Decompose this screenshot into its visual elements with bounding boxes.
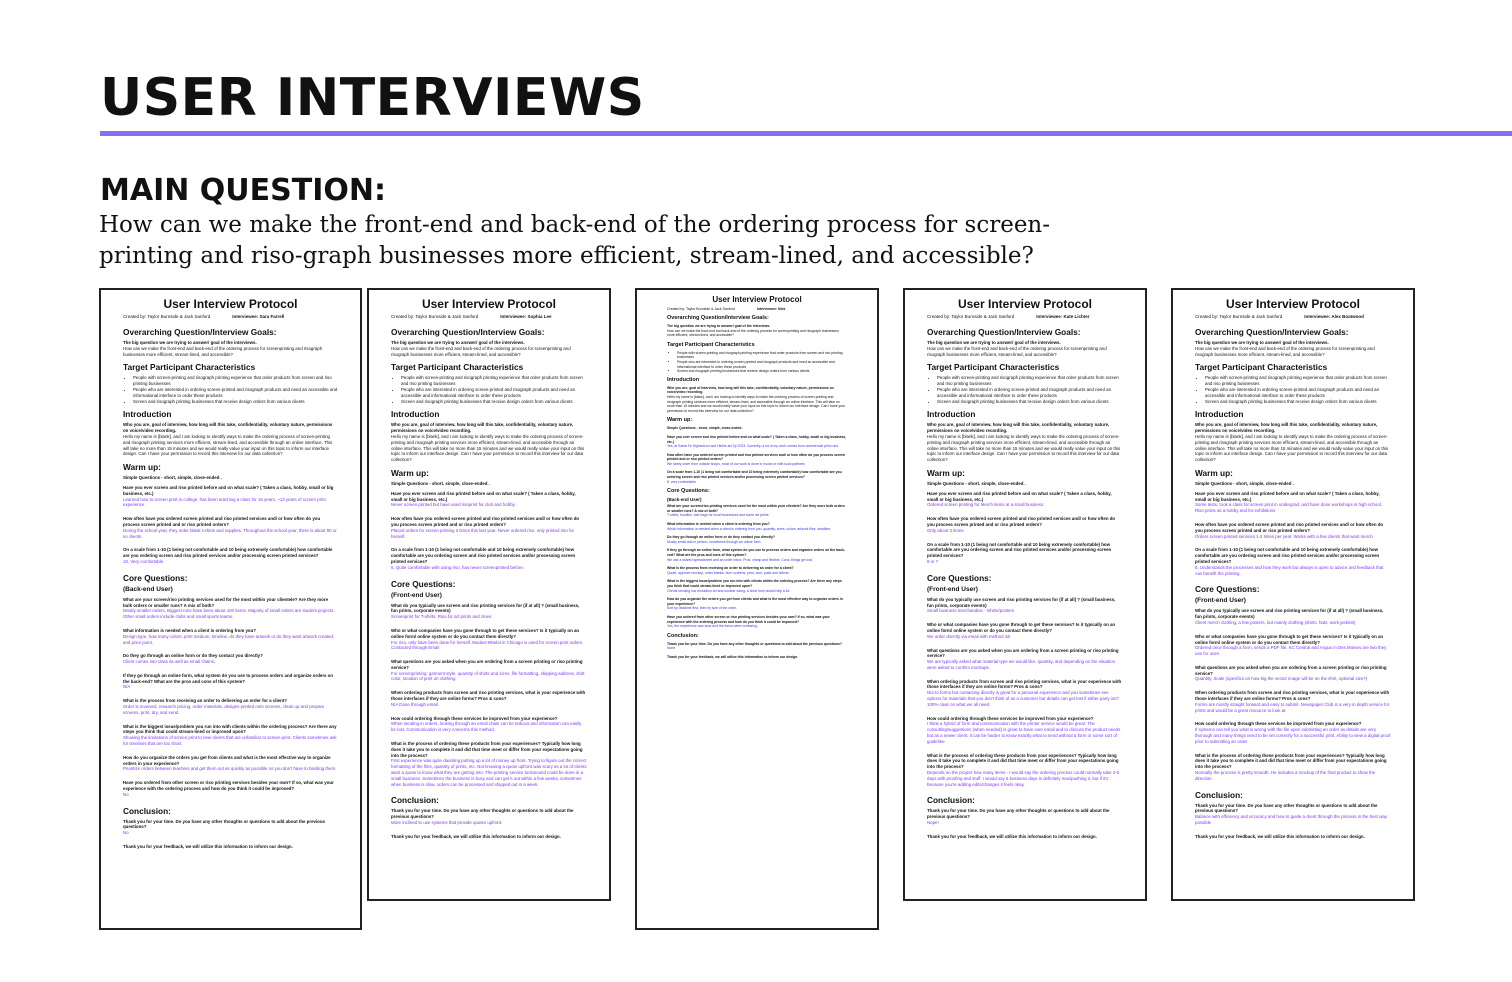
question: How do you organize the orders you get from clients and what is the most effective way to organize orders in your experience? — [667, 597, 843, 606]
answer: N/A — [123, 684, 131, 690]
question: How could ordering through these services be improved from your experience? — [927, 715, 1094, 721]
doc-title: User Interview Protocol — [421, 297, 557, 311]
question: Who or what companies have you gone through to get these services? Is it typically on an online form/ online system or do you contact them directly? — [927, 622, 1116, 633]
answer: Mostly smaller orders, Biggest runs have been about 100 items. Majority of small orders are student projects. Other small orders include clubs and small sports teams. — [123, 608, 335, 620]
answer: Ordered once through a form, sends a PDF file. KC Central and Angus in Des Moines are two they use for ones — [1195, 645, 1387, 657]
doc-meta — [1195, 314, 1391, 320]
question: What do you typically use screen and riso printing services for (if at all) ? (small business, fun prints, corporate events) — [391, 602, 580, 614]
conclusion-question: Thank you for your time. Do you have any other thoughts or questions to add about the previous questions? — [123, 818, 325, 830]
goals-text: How can we make the front-end and back-end of the ordering process for screenprinting and risograph businesses more efficient, stream-lined, and accessible? — [123, 345, 323, 357]
answer: No — [123, 791, 129, 797]
doc-meta — [667, 307, 847, 312]
doc-title: User Interview Protocol — [957, 297, 1093, 311]
question: What is the biggest issue/problem you run into with clients within the ordering process? Are there any steps you think that could stream-lined or improved upon? — [667, 579, 842, 588]
question: Have you ever screen and riso printed before and on what scale? ( Taken a class, hobby, small or big business, etc.) — [927, 490, 1112, 502]
answer: 8 or 7 — [927, 558, 939, 564]
question: On a scale from 1-10 (1 being not comfortable and 10 being extremely comfortable) how comfortable are you ordering screen and riso printed services and/or processing screen printed services? — [391, 547, 576, 564]
tpc-list — [123, 375, 338, 404]
intro-question: Who you are, goal of interview, how long will this take, confidentiality, voluntary nature, permissions on voice/video recording. — [667, 385, 834, 395]
warmup-subtitle: Simple Questions - short, simple, close-ended . — [667, 426, 744, 431]
answer: Showing the limitations of screen print to new clients that are unfamiliar to screen print. Clients sometimes ask for timelines that are too short. — [123, 735, 337, 747]
goals-heading: Overarching Question/Interview Goals: — [391, 327, 545, 337]
warmup-subtitle: Simple Questions - short, simple, close-ended . — [123, 475, 222, 481]
intro-question: Who you are, goal of interview, how long will this take, confidentiality, voluntary nature, permissions on voice/video recording. — [1195, 422, 1378, 434]
doc-title: User Interview Protocol — [712, 295, 802, 304]
conclusion-question: Thank you for your time. Do you have any other thoughts or questions to add about the previous questions? — [391, 808, 574, 820]
tpc-item: • Screen and risograph printing businesses that receive design orders from various clients — [1205, 399, 1391, 405]
intro-heading: Introduction — [1195, 409, 1244, 420]
tpc-list — [391, 375, 587, 404]
answer: We use a shared spreadsheet and an order inbox. Pros: cheap and flexible. Cons: things get lost. — [667, 557, 814, 562]
goals-text: How can we make the front-end and back-end of the ordering process for screenprinting and risograph businesses more efficient, stream-lined, and accessible? — [1195, 345, 1375, 357]
answer: Placed orders for screen printing 3 times this last year. Never ordered riso, only printed riso for herself. — [391, 527, 575, 539]
tpc-item: • People with screen-printing and risograph printing experience that order products from screen and riso printing businesses — [133, 375, 338, 387]
question: How could ordering through these services be improved from your experience? — [1195, 721, 1362, 727]
answer: Design type, how many colors, print medium, timeline, do they have artwork or do they want artwork created, and price point. — [123, 633, 335, 645]
doc-meta — [391, 314, 587, 320]
answer: Balance with efficiency and accuracy and how to guide a client through the process in the best way possible — [1195, 814, 1388, 826]
tpc-list — [1195, 375, 1391, 404]
goals-question: The big question we are trying to answer/ goal of the interviews. — [927, 340, 1061, 345]
question: What is the process of ordering these products from your experiences? Typically how long does it take you to complete it and did that time meet or differ from your expectations going into the process? — [391, 741, 583, 758]
core-heading: Core Questions: — [1195, 584, 1260, 595]
intro-text: Hello my name is [blank], and I am looking to identify ways to make the ordering process of screen-printing and risograph printing services more efficient, stream-lined, and accessible through an online interface. This will take no more than 15 minutes and we would really value your input on this topic to inform our interface design. Can I have your permission to record this interview for our data collection? — [1195, 433, 1389, 463]
conclusion-heading: Conclusion: — [927, 795, 975, 806]
conclusion-heading: Conclusion: — [123, 805, 171, 816]
closing-text: Thank you for your feedback, we will utilize this information to inform our design. — [1195, 833, 1365, 839]
question: What questions are you asked when you are ordering from a screen printing or riso printing service? — [1195, 664, 1387, 676]
answer: Ordered screen printing for Merch items at a small business. — [927, 502, 1045, 508]
tpc-heading: Target Participant Characteristics — [667, 341, 755, 348]
doc-authors: Created by: Taylor Burnside & Jack Sanford — [123, 314, 211, 319]
answer: For screenprinting: garment style, quantity of shirts and sizes, file formatting, shipping address, shirt color, location of print on clothing. — [391, 670, 585, 682]
answer: Screenprint for T-shirts. Riso for art prints and zines. — [391, 614, 493, 620]
question: On a scale from 1-10 (1 being not comfortable and 10 being extremely comfortable) how comfortable are you ordering screen and riso printed services and/or processing screen printed services? — [667, 470, 842, 480]
answer: No — [123, 830, 129, 836]
answer: N/A Done through email. — [391, 701, 439, 707]
tpc-heading: Target Participant Characteristics — [391, 362, 524, 373]
question: What questions are you asked when you are ordering from a screen printing or riso printing service? — [391, 659, 583, 670]
answer: More inclined to use systems that provide quotes upfront. — [391, 820, 503, 826]
question: Do they go through an online form or do they contact you directly? — [667, 535, 775, 540]
protocol-doc-3 — [635, 288, 879, 930]
answer: Never screen printed but have used risoprint for club and hobby. — [391, 502, 516, 508]
doc-authors: Created by: Taylor Burnside & Jack Sanford — [927, 314, 1015, 319]
answer: N/a to forms but contacting directly is great for a personal experience and you sometimes see options for materials that you don't think of as a customer but details can get lost if either party isn't 100% clear on what we all need. — [927, 690, 1119, 707]
tpc-item: • People with screen-printing and risograph printing experience that order products from screen and riso printing businesses — [1205, 375, 1391, 387]
tpc-heading: Target Participant Characteristics — [1195, 362, 1328, 373]
doc-meta — [123, 314, 338, 320]
tpc-item: • People who are interested in ordering screen-printed and risograph products and need an accessible and informational interface to order these products — [937, 387, 1123, 399]
intro-text: Hello my name is [blank], and I am looking to identify ways to make the ordering process of screen-printing and risograph printing services more efficient, stream-lined, and accessible through an online interface. This will take no more than 15 minutes and we would really value your input on this topic to inform our interface design. Can I have your permission to record this interview for our data collection? — [391, 433, 585, 463]
answer: Only about 3 times — [927, 527, 964, 533]
answer: Sort by deadline first, then by size of the order. — [667, 606, 737, 611]
tpc-list — [667, 351, 847, 374]
answer: Client merch clothing, a few posters, but mainly clothing (shirts, hats, work jackets) — [1195, 619, 1356, 625]
answer: T-shirts, hoodies, tote bags for local businesses and some art prints. — [667, 513, 770, 518]
doc-title: User Interview Protocol — [1225, 297, 1361, 311]
warmup-subtitle: Simple Questions - short, simple, close-ended . — [1195, 480, 1294, 486]
answer: Prioritize orders between teachers and get them out as quickly as possible so you don't have to backlog them. — [123, 766, 337, 772]
warmup-heading: Warm up: — [391, 467, 429, 478]
question: On a scale from 1-10 (1 being not comfortable and 10 being extremely comfortable) how comfortable are you ordering screen and riso printed services and/or processing screen printed services? — [1195, 547, 1380, 564]
answer: Depends on the project how many items - I would say the ordering process could normally take 2-5 days with proofing and stuff. I would say 5 business days is definitely max/pushing it, but if it's because you're adding edits/changes it feels okay. — [927, 770, 1120, 787]
intro-heading: Introduction — [667, 376, 700, 383]
answer: First experience was quite daunting putting up a lot of money up front. Trying to figure out the correct formatting of the files, quantity of prints, etc. Not knowing a quote upfront was scary as a lot of clients want a quote to know what they are getting into. The printing service turnaround could be done in a small business. Sometimes the business is busy and can get it out within a few weeks, sometimes when business is slow, orders can be processed and shipped out in a week. — [391, 758, 587, 787]
question: If they go through an online form, what system do you use to process orders and organize orders on the back-end? What are the pros and cons of this system? — [667, 548, 846, 557]
conclusion-question: Thank you for your time. Do you have any other thoughts or questions to add about the previous questions? — [1195, 802, 1378, 814]
main-question-text: How can we make the front-end and back-end of the ordering process for screen-printing and riso-graph businesses more efficient, stream-lined, and accessible? — [99, 212, 1051, 269]
question: Have you ordered from other screen or riso printing services besides your own? If so, what was your experience with the ordering process and how do you think it could be improved? — [667, 614, 830, 624]
answer: Order is received, research pricing, order materials, designs printed onto screens, clean up and prepare screens, print, dry, and send. — [123, 704, 325, 715]
doc-meta — [927, 314, 1123, 320]
doc-authors: Created by: Taylor Burnside & Jack Sanford — [667, 307, 735, 311]
tpc-item: • People with screen-printing and risograph printing experience that order products from screen and riso printing businesses — [401, 375, 587, 387]
answer: Which information is needed when a client is ordering from you: quantity, sizes, colors, artwork files, deadline. — [667, 526, 832, 531]
answer: Client comes into class as well as email chains. — [123, 659, 216, 665]
user-type-label: (Front-end User) — [391, 591, 442, 599]
protocol-doc-1 — [99, 288, 362, 930]
doc-authors: Created by: Taylor Burnside & Jack Sanford — [1195, 314, 1283, 319]
doc-authors: Created by: Taylor Burnside & Jack Sanford — [391, 314, 479, 319]
answer: 8, Understands the processes and how they work but always is open to advice and feedback that can benefit the printing — [1195, 564, 1384, 576]
answer: Yes, at Santa Fe Highschool and Hinkle art Sp 2023. Currently, a lot of my work comes from commercial print runs — [667, 444, 839, 449]
intro-heading: Introduction — [123, 409, 172, 420]
goals-question: The big question we are trying to answer/ goal of the interviews. — [123, 340, 257, 345]
doc-interviewee: Interviewee: Sara Farrell — [232, 314, 285, 319]
goals-question: The big question we are trying to answer/ goal of the interviews. — [391, 340, 525, 345]
question: If they go through an online form, what system do you use to process orders and organize orders on the back-end? What are the pros and cons of this system? — [123, 672, 334, 684]
conclusion-question: Thank you for your time. Do you have any other thoughts or questions to add about the previous questions? — [927, 808, 1110, 820]
protocol-doc-5 — [1171, 288, 1415, 901]
question: Who or what companies have you gone through to get these services? Is it typically on an online form/ online system or do you contact them directly? — [391, 627, 580, 639]
doc-interviewee: Interviewee: Alex Boatwood — [1304, 314, 1364, 319]
user-type-label: (Front-end User) — [1195, 597, 1246, 605]
answer: Quantity, Scale (specifics on how big the vector image will be on the shirt, optional size?) — [1195, 676, 1368, 682]
question: What is the process of ordering these products from your experiences? Typically how long does it take you to complete it and did that time meet or differ from your expectations going into the process? — [927, 752, 1119, 770]
tpc-item: • People with screen-printing and risograph printing experience that order products from screen and riso printing businesses — [937, 375, 1123, 387]
goals-text: How can we make the front-end and back-end of the ordering process for screenprinting and risograph businesses more efficient, stream-lined, and accessible? — [391, 345, 571, 357]
goals-text: How can we make the front-end and back-end of the ordering process for screenprinting and risograph businesses more efficient, stream-lined, and accessible? — [667, 328, 839, 338]
goals-text: How can we make the front-end and back-end of the ordering process for screenprinting and risograph businesses more efficient, stream-lined, and accessible? — [927, 345, 1107, 357]
answer: When sending in orders, looking through an email chain can be tedious and information can easily be lost. Communication is very concerns this method. — [391, 721, 582, 733]
question: How often have you ordered screen printed and riso printed services and/ or how often do you process screen printed and or riso printed orders? — [391, 516, 580, 527]
doc-interviewee: Interviewee: Nick — [756, 307, 786, 311]
goals-heading: Overarching Question/Interview Goals: — [1195, 327, 1349, 337]
question: What questions are you asked when you are ordering from a screen printing or riso printing service? — [927, 647, 1119, 659]
question: What is the process from receiving an order to delivering an order for a client? — [667, 566, 794, 571]
tpc-item: • Screen and risograph printing businesses that receive design orders from various clients — [677, 369, 847, 374]
answer: We rarely order from outside shops, most of our work is done in house or with local partners — [667, 461, 805, 466]
answer: Mostly email and in person, sometimes through an online form. — [667, 539, 762, 544]
tpc-item: • Screen and risograph printing businesses that receive design orders from various clients — [401, 399, 587, 405]
doc-interviewee: Interviewee: Sophia Lee — [500, 314, 552, 319]
title-underline — [100, 131, 1512, 136]
question: What information is needed when a client is ordering from you? — [123, 627, 256, 633]
question: What is the process of ordering these products from your experiences? Typically how long does it take you to complete it and did that time meet or differ from your expectations going into the process? — [1195, 752, 1387, 770]
answer: None — [667, 646, 676, 651]
tpc-item: • People who are interested in ordering screen-printed and risograph products and need an accessible and informational interface to order these products — [133, 387, 338, 399]
question: When ordering products from screen and riso printing services, what is your experience with those interfaces if they are online forms? Pros & cons? — [927, 678, 1122, 690]
question: How often have you ordered screen printed and riso printed services and/ or how often do you process screen printed and or riso printed orders? — [927, 516, 1116, 527]
question: What do you typically use screen and riso printing services for (if at all) ? (small business, fun prints, corporate events) — [1195, 608, 1384, 620]
warmup-subtitle: Simple Questions - short, simple, close-ended . — [391, 480, 490, 486]
question: Do they go through an online form or do they contact you directly? — [123, 653, 263, 659]
doc-title: User Interview Protocol — [163, 297, 298, 311]
user-type-label: (Back-end User) — [123, 585, 173, 593]
doc-interviewee: Interviewee: Kate Lichter — [1036, 314, 1090, 319]
warmup-heading: Warm up: — [1195, 467, 1233, 478]
answer: For riso, only have been done for herself. Modest Mitelot in Chicago is used for screen print orders. Contacted through Email — [391, 639, 584, 651]
answer: Some tests, took a class for screen print in undergrad, and have done workshops in high school. Riso prints as a hobby and for exhibitions — [1195, 502, 1382, 514]
closing-text: Thank you for your feedback, we will utilize this information to inform our design. — [667, 654, 799, 659]
protocol-doc-4 — [903, 288, 1147, 901]
core-heading: Core Questions: — [667, 488, 710, 495]
answer: Forms are mostly straight forward and easy to submit. Newspaper Club is a very in depth service for prints and would be a great resource to look at — [1195, 701, 1390, 713]
question: What are your screen/riso printing services used for the most within your clientele? Are they more bulk orders or smaller runs? A mix of both? — [123, 596, 329, 608]
main-question-label: MAIN QUESTION: — [100, 173, 386, 208]
question: How could ordering through these services be improved from your experience? — [391, 715, 558, 721]
tpc-heading: Target Participant Characteristics — [123, 362, 256, 373]
answer: 6, Quite comfortable with using riso, has never screenprinted before. — [391, 564, 525, 570]
answer: Learned how to screen print in college. has been teaching a class for 15 years, ~13 years of screen print experience — [123, 496, 326, 508]
question: Who or what companies have you gone through to get these services? Is it typically on an online form/ online system or do you contact them directly? — [1195, 633, 1384, 645]
answer: During the school year, they order blank t-shirts and supplies. Throughout the school year, there is about 80 or so clients — [123, 527, 337, 539]
answer: We order directly via email with method ink — [927, 633, 1011, 639]
answer: Normally the process is pretty smooth. He includes a mockup of the final product to show the direction — [1195, 770, 1376, 781]
question: On a scale from 1-10 (1 being not comfortable and 10 being extremely comfortable) how comfortable are you ordering screen and riso printed services and/or processing screen printed services? — [123, 547, 333, 559]
closing-text: Thank you for your feedback, we will utilize this information to inform our design. — [391, 833, 561, 839]
warmup-heading: Warm up: — [927, 467, 965, 478]
intro-heading: Introduction — [391, 409, 440, 420]
answer: 10, Very comfortable — [123, 558, 164, 564]
answer: I think a hybrid of form and communication with the printer service would be great. The consulting/suggestions (when needed) is great to have over email and to discuss the product needs but as a newer client, it can be harder to know exactly what to send without a form or some sort of guideline. — [927, 721, 1121, 744]
answer: If systems can tell you what is wrong with the file upon submitting an order as details are very thorough and many things need to be set correctly for a successful print. Ability to view a digital proof prior to submitting an order — [1195, 727, 1391, 744]
core-heading: Core Questions: — [123, 572, 188, 583]
question: Have you ever screen and riso printed before and on what scale? ( Taken a class, hobby, small or big business, etc.) — [391, 490, 576, 502]
question: What are your screen/riso printing services used for the most within your clientele? Are they more bulk orders or smaller runs? A mix of both? — [667, 504, 845, 513]
warmup-heading: Warm up: — [667, 417, 693, 424]
core-heading: Core Questions: — [391, 578, 456, 589]
goals-heading: Overarching Question/Interview Goals: — [667, 315, 769, 321]
question: On a scale from 1-10 (1 being not comfortable and 10 being extremely comfortable) how comfortable are you ordering screen and riso printed services and/or processing screen printed services? — [927, 541, 1112, 559]
question: When ordering products from screen and riso printing services, what is your experience with those interfaces if they are online forms? Pros & cons? — [1195, 690, 1390, 702]
answer: Yes, the experience was slow and the forms were confusing. — [667, 624, 758, 629]
question: How do you organize the orders you get from clients and what is the most effective way to organize orders in your experience? — [123, 754, 331, 766]
tpc-item: • People with screen-printing and risograph printing experience that order products from screen and riso printing businesses — [677, 351, 847, 360]
conclusion-question: Thank you for your time. Do you have any other thoughts or questions to add about the previous questions? — [667, 641, 843, 646]
intro-heading: Introduction — [927, 409, 976, 420]
goals-heading: Overarching Question/Interview Goals: — [123, 327, 277, 337]
closing-text: Thank you for your feedback, we will utilize this information to inform our design. — [927, 833, 1097, 839]
goals-heading: Overarching Question/Interview Goals: — [927, 327, 1081, 337]
question: What do you typically use screen and riso printing services for (if at all) ? (small business, fun prints, corporate events) — [927, 596, 1116, 608]
question: Have you ever screen and riso printed before and on what scale? ( Taken a class, hobby, small or big business, etc.) — [123, 484, 334, 496]
warmup-heading: Warm up: — [123, 462, 161, 473]
conclusion-heading: Conclusion: — [667, 632, 699, 639]
tpc-heading: Target Participant Characteristics — [927, 362, 1060, 373]
user-type-label: (Back-end User) — [667, 497, 702, 503]
question: Have you ever screen and riso printed before and on what scale? ( Taken a class, hobby, small or big business, etc.) — [667, 434, 847, 444]
closing-text: Thank you for your feedback, we will utilize this information to inform our design. — [123, 844, 293, 850]
question: What is the biggest issue/problem you run into with clients within the ordering process? Are there any steps you think that could stream-lined or improved upon? — [123, 723, 337, 735]
warmup-subtitle: Simple Questions - short, simple, close-ended . — [927, 480, 1026, 486]
tpc-list — [927, 375, 1123, 404]
tpc-item: • Screen and risograph printing businesses that receive design orders from various clients — [133, 399, 338, 405]
question: How often have you ordered screen printed and riso printed services and/ or how often do you process screen printed and or riso printed orders? — [123, 516, 321, 527]
question: Have you ever screen and riso printed before and on what scale? ( Taken a class, hobby, small or big business, etc.) — [1195, 490, 1380, 502]
answer: Nope! — [927, 820, 939, 826]
answer: Quote, approve mockup, order blanks, burn screens, print, cure, pack and deliver. — [667, 570, 790, 575]
conclusion-heading: Conclusion: — [1195, 789, 1243, 800]
core-heading: Core Questions: — [927, 572, 992, 583]
intro-text: Hello my name is [blank], and I am looking to identify ways to make the ordering process of screen-printing and risograph printing services more efficient, stream-lined, and accessible through an online interface. This will take no more than 15 minutes and we would really value your input on this topic to inform our interface design. Can I have your permission to record this interview for our data collection? — [123, 433, 333, 457]
intro-question: Who you are, goal of interview, how long will this take, confidentiality, voluntary nature, permissions on voice/video recording. — [927, 422, 1110, 434]
question: When ordering products from screen and riso printing services, what is your experience with those interfaces if they are online forms? Pros & cons? — [391, 690, 586, 702]
intro-text: Hello my name is [blank], and I am looking to identify ways to make the ordering process of screen-printing and risograph printing services more efficient, stream-lined, and accessible through an online interface. This will take no more than 15 minutes and we would really value your input on this topic to inform our interface design. Can I have your permission to record this interview for our data collection? — [667, 394, 846, 413]
conclusion-heading: Conclusion: — [391, 795, 439, 806]
question: How often have you ordered screen printed and riso printed services and/ or how often do you process screen printed and or riso printed orders? — [1195, 521, 1384, 533]
tpc-item: • Screen and risograph printing businesses that receive design orders from various clients — [937, 399, 1123, 405]
tpc-item: • People who are interested in ordering screen-printed and risograph products and need an accessible and informational interface to order these products — [677, 360, 847, 369]
tpc-item: • People who are interested in ordering screen-printed and risograph products and need an accessible and informational interface to order these products — [1205, 387, 1391, 399]
question: What is the process from receiving an order to delivering an order for a client? — [123, 698, 287, 704]
protocol-doc-2 — [367, 288, 611, 901]
intro-text: Hello my name is [blank], and I am looking to identify ways to make the ordering process of screen-printing and risograph printing services more efficient, stream-lined, and accessible through an online interface. This will take no more than 15 minutes and we would really value your input on this topic to inform our interface design. Can I have your permission to record this interview for our data collection? — [927, 433, 1121, 463]
goals-question: The big question we are trying to answer/ goal of the interviews. — [667, 324, 771, 328]
answer: Orders screen printed services 1-2 times per year. Works with a few clients that want merch — [1195, 533, 1373, 539]
intro-question: Who you are, goal of interview, how long will this take, confidentiality, voluntary nature, permissions on voice/video recording. — [391, 422, 574, 434]
answer: 8, very comfortable — [667, 479, 696, 484]
intro-question: Who you are, goal of interview, how long will this take, confidentiality, voluntary nature, permissions on voice/video recording. — [123, 422, 333, 434]
answer: Clients sending low resolution art and unclear sizing. A clear form would help a lot. — [667, 588, 791, 593]
question: How often have you ordered screen printed and riso printed services and/ or how often do you process screen printed and or riso printed orders? — [667, 452, 846, 462]
answer: We are typically asked what material type we would like, quantity, and depending on the situation were asked to confirm mockups. — [927, 659, 1116, 670]
page-title: USER INTERVIEWS — [100, 68, 645, 128]
user-type-label: (Front-end User) — [927, 585, 978, 593]
question: What information is needed when a client is ordering from you? — [667, 522, 770, 527]
question: Have you ordered from other screen or riso printing services besides your own? If so, what was your experience with the ordering process and how do you think it could be improved? — [123, 780, 334, 792]
goals-question: The big question we are trying to answer/ goal of the interviews. — [1195, 340, 1329, 345]
tpc-item: • People who are interested in ordering screen-printed and risograph products and need an accessible and informational interface to order these products — [401, 387, 587, 399]
answer: Small business merchandise - tshirts/posters — [927, 608, 1015, 614]
